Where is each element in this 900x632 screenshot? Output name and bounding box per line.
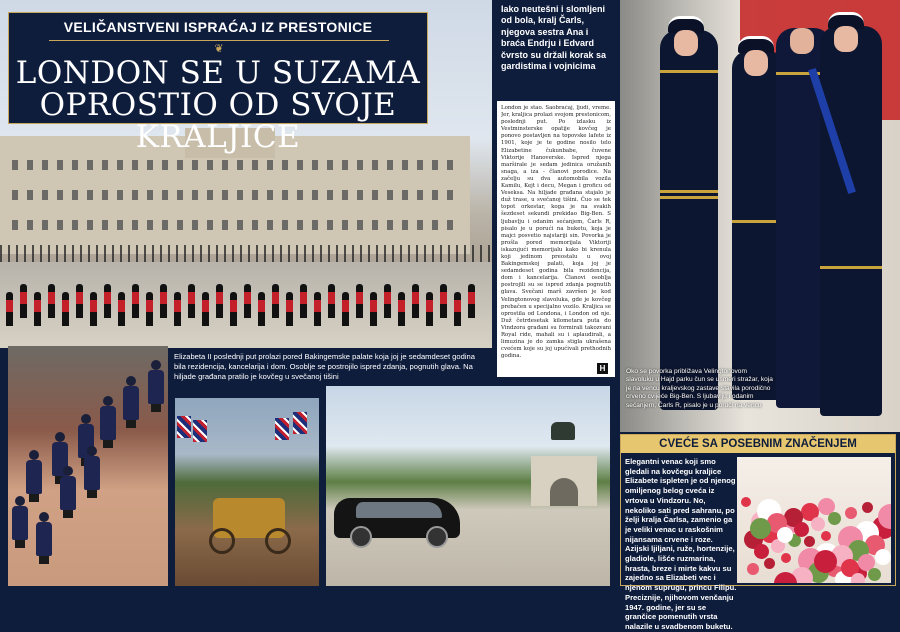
lead-blurb: Iako neutešni i slomljeni od bola, kralj Čarls, njegova sestra Ana i braća Endrju i Edvard čvrsto su držali korak sa gardistima i vojnicima [501,4,607,72]
article-box [497,101,615,377]
flowers-sidebar [620,434,896,631]
soldier-figure [6,292,13,326]
soldier-figure [146,292,153,326]
soldier-figure [90,292,97,326]
hearse-photo [326,386,610,586]
soldier-figure [48,284,55,318]
end-mark-icon: H [597,363,608,374]
royal-figure [820,26,882,416]
blurb-box [497,0,615,100]
flowers-heading: CVEĆE SA POSEBNIM ZNAČENJEM [621,435,895,453]
soldier-figure [314,292,321,326]
soldier-figure [356,284,363,318]
staff-member-figure [100,396,116,448]
soldier-figure [174,292,181,326]
soldier-figure [76,284,83,318]
palace-gate [0,245,492,263]
kicker: VELIČANSTVENI ISPRAĆAJ IZ PRESTONICE [63,19,373,35]
soldier-figure [454,292,461,326]
soldier-figure [328,284,335,318]
soldier-figure [398,292,405,326]
headline-box [8,12,428,155]
flower-blossom [828,512,841,525]
union-flag-icon [293,412,307,434]
soldier-figure [230,292,237,326]
page-title-line-2: OPROSTIO OD SVOJE KRALJICE [39,87,397,155]
soldier-figure [468,284,475,318]
flower-blossom [862,502,873,513]
flower-blossom [781,553,791,563]
staff-member-figure [84,446,100,498]
soldier-figure [20,284,27,318]
flower-blossom [794,522,809,537]
soldier-figure [188,284,195,318]
soldier-figure [370,292,377,326]
staff-member-figure [36,512,52,564]
flower-blossom [821,531,831,541]
soldier-figure [342,292,349,326]
soldier-figure [132,284,139,318]
staff-member-figure [12,496,28,548]
flower-blossom [814,550,837,573]
soldier-figure [426,292,433,326]
hero-caption: Elizabeta II poslednji put prolazi pored Bakingemske palate koja joj je sedamdeset godina bila rezidencija, kancelarija i dom. Osoblje se postrojilo ispred zdanja, pognutih glava. Na hiljade građana pratilo je kovčeg u svečanoj tišini [174,352,475,381]
soldier-figure [62,292,69,326]
union-flag-icon [193,420,207,442]
soldier-figure [216,284,223,318]
soldier-figure [440,284,447,318]
royal-figure [660,30,718,410]
soldier-figure [118,292,125,326]
staff-photo [8,346,168,586]
soldier-figure [258,292,265,326]
royals-caption: Oko se povorka približava Velingtonovom slavoluku u Hajd parku čun se usmeri stražar, koja je na vencu kraljevskog zastave stavila porodično crveno cvijeće Big-Ben. S ljubavlju i odanim sećanjem, Čarls R, pisalo je u porući na vencu [626,368,773,409]
union-flag-icon [275,418,289,440]
staff-member-figure [60,466,76,518]
flower-blossom [804,536,815,547]
soldier-figure [202,292,209,326]
flower-blossom [851,573,865,583]
flower-blossom [868,568,881,581]
soldier-figure [412,284,419,318]
quadriga-statue [551,422,575,440]
flower-blossom [764,558,775,569]
soldier-figure [244,284,251,318]
soldier-figure [286,292,293,326]
flower-blossom [811,517,825,531]
page-title-line-1: LONDON SE U SUZAMA [15,55,421,91]
flower-blossom [750,518,771,539]
soldier-figure [384,284,391,318]
wreath-photo [737,457,891,583]
staff-member-figure [148,360,164,412]
flower-blossom [754,544,769,559]
soldier-figure [272,284,279,318]
procession [0,270,492,330]
staff-member-figure [123,376,139,428]
divider [49,40,389,41]
staff-member-figure [26,450,42,502]
flower-blossom [875,549,891,565]
flowers-text: Elegantni venac koji smo gledali na kovčegu kraljice Elizabete ispleten je od njenog omiljenog belog cveća iz vrtova u Vindzoru. No, nekoliko sati pred sahranu, po želji kralja Čarlsa, zamenio ga je veliki venac u raskošnim nijansama crvene i roze. Azijski ljiljani, ruže, hortenzije, gladiole, lišće ruzmarina, hrasta, breze i mirte kakvu su zajedno sa Elizabeti vec i njenom suprugu, princu Filipu. Preciznije, njihovom venčanju 1947. godine, jer su se grančice pomenutih vrsta nalazile u svadbenom buketu. [625,457,737,631]
hero-photo [0,0,492,348]
article-body: London je stao. Saobraćaj, ljudi, vreme. Jer, kraljica prolazi svojom prestonicom, poslednji put. Po izlasku iz Vestminsterske opatije kovčeg je ponovo postavljen na topovske lafete iz 1901, koje je te godine nosilo telo Elizabetine čukunbabe, čuvene Viktorije Hanoverske. Ispred njega marširale je sedam jedinica oružanih snaga, a iza - članovi porodice. Na začelju su dva automobila vozila Kamilu, Kejt i decu, Megan i groficu od Veseksa. Na hiljade građana stajalo je duž trase, u svečanoj tišini. Čuo se tek topot orkestar, koga je na svakih šezdeset sekundi prekidao Big-Ben. S ljubavlju i odanim sećanjem, Čarls R, pisalo je u porući na buketu, koja je majci posvetio najstariji sin. Povorka je prošla pored memorijala Viktoriji iskazujući memorijalu kako bi krenula koji jedinom preostalu u ovoj Bakingemskoj palati, koja joj je sedamdeset godina bila rezidencija, dom i kancelarija. Članovi osoblja postrojili su se ispred zdanja pognutih glava. Svečani marš završen je kod Velingtonovog slavoluka, gde je kovčeg prebačen u specijalno vozilo. Kraljica se oprostila od Londona, i London od nje. Duž četrdesetak kilometara puta do Vindzora građani su formirali takozvani Royal ride, mahali su i aplaudirali, a limuzina je do zamka stigla ukrašena cvećem koje su joj upućivali prethodnih godina. [501,105,611,360]
soldier-figure [34,292,41,326]
flower-blossom [747,563,759,575]
soldier-figure [160,284,167,318]
flower-blossom [777,527,793,543]
flower-blossom [845,507,857,519]
soldier-figure [300,284,307,318]
flower-blossom [741,497,751,507]
union-flag-icon [177,416,191,438]
soldier-figure [104,284,111,318]
gun-carriage-photo [175,398,319,586]
ornament-icon: ❦ [214,43,224,55]
